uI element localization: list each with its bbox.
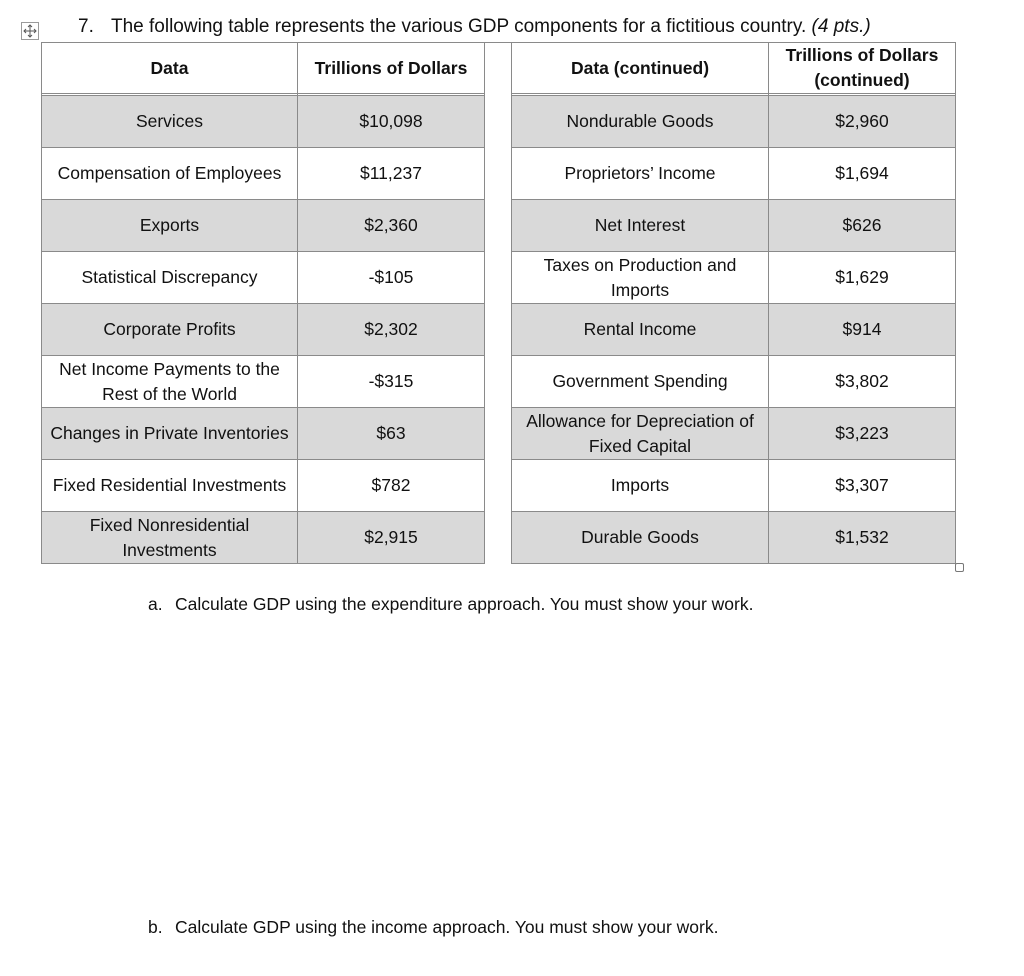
row-value: $2,360 — [298, 200, 485, 252]
header-data-continued: Data (continued) — [512, 43, 769, 94]
column-gap — [485, 512, 512, 564]
row-item-continued: Allowance for Depreciation of Fixed Capital — [512, 408, 769, 460]
table-row — [42, 252, 956, 304]
row-item-continued: Rental Income — [512, 304, 769, 356]
row-item: Changes in Private Inventories — [42, 408, 298, 460]
part-b-prompt — [148, 917, 718, 938]
table-move-handle[interactable] — [21, 22, 39, 40]
header-right-line1: Trillions of Dollars — [785, 45, 939, 65]
row-item-continued: Proprietors’ Income — [512, 148, 769, 200]
move-icon — [23, 24, 37, 38]
column-gap — [485, 304, 512, 356]
column-gap — [485, 43, 512, 94]
row-item: Statistical Discrepancy — [42, 252, 298, 304]
row-value: -$315 — [298, 356, 485, 408]
table-row — [42, 304, 956, 356]
row-value-continued: $3,223 — [769, 408, 956, 460]
column-gap — [485, 356, 512, 408]
row-value: $11,237 — [298, 148, 485, 200]
row-item: Corporate Profits — [42, 304, 298, 356]
question-text: The following table represents the various GDP components for a fictitious country. — [111, 16, 807, 37]
header-right-line2: (continued) — [814, 70, 910, 90]
row-value-continued: $1,532 — [769, 512, 956, 564]
question-number: 7. — [78, 16, 94, 37]
row-item: Exports — [42, 200, 298, 252]
row-item: Fixed Residential Investments — [42, 460, 298, 512]
row-item: Services — [42, 96, 298, 148]
row-item-continued: Durable Goods — [512, 512, 769, 564]
row-value-continued: $1,629 — [769, 252, 956, 304]
row-item: Compensation of Employees — [42, 148, 298, 200]
row-value-continued: $2,960 — [769, 96, 956, 148]
table-row — [42, 512, 956, 564]
row-value: $10,098 — [298, 96, 485, 148]
row-item-continued: Government Spending — [512, 356, 769, 408]
question-points: (4 pts.) — [811, 16, 871, 37]
row-value-continued: $1,694 — [769, 148, 956, 200]
row-value: $2,915 — [298, 512, 485, 564]
row-value-continued: $3,802 — [769, 356, 956, 408]
row-item-continued: Imports — [512, 460, 769, 512]
header-trillions-continued — [769, 43, 956, 94]
header-data: Data — [42, 43, 298, 94]
column-gap — [485, 252, 512, 304]
row-value: -$105 — [298, 252, 485, 304]
column-gap — [485, 408, 512, 460]
row-value: $782 — [298, 460, 485, 512]
column-gap — [485, 148, 512, 200]
part-a-label: a. — [148, 594, 163, 614]
row-item-continued: Nondurable Goods — [512, 96, 769, 148]
row-value: $63 — [298, 408, 485, 460]
table-row — [42, 356, 956, 408]
table-row — [42, 148, 956, 200]
row-value: $2,302 — [298, 304, 485, 356]
row-value-continued: $914 — [769, 304, 956, 356]
question-heading — [78, 16, 871, 38]
table-row — [42, 408, 956, 460]
part-b-text: Calculate GDP using the income approach. You must show your work. — [175, 917, 719, 937]
row-item-continued: Taxes on Production and Imports — [512, 252, 769, 304]
row-value-continued: $626 — [769, 200, 956, 252]
table-row — [42, 200, 956, 252]
table-row — [42, 96, 956, 148]
table-header-row — [42, 43, 956, 94]
part-a-text: Calculate GDP using the expenditure approach. You must show your work. — [175, 594, 754, 614]
header-trillions: Trillions of Dollars — [298, 43, 485, 94]
table-resize-handle[interactable] — [955, 563, 964, 572]
row-value-continued: $3,307 — [769, 460, 956, 512]
gdp-components-table — [41, 42, 956, 564]
part-b-label: b. — [148, 917, 163, 937]
row-item: Fixed Nonresidential Investments — [42, 512, 298, 564]
part-a-prompt — [148, 594, 753, 615]
column-gap — [485, 460, 512, 512]
row-item: Net Income Payments to the Rest of the World — [42, 356, 298, 408]
table-row — [42, 460, 956, 512]
column-gap — [485, 200, 512, 252]
column-gap — [485, 96, 512, 148]
row-item-continued: Net Interest — [512, 200, 769, 252]
